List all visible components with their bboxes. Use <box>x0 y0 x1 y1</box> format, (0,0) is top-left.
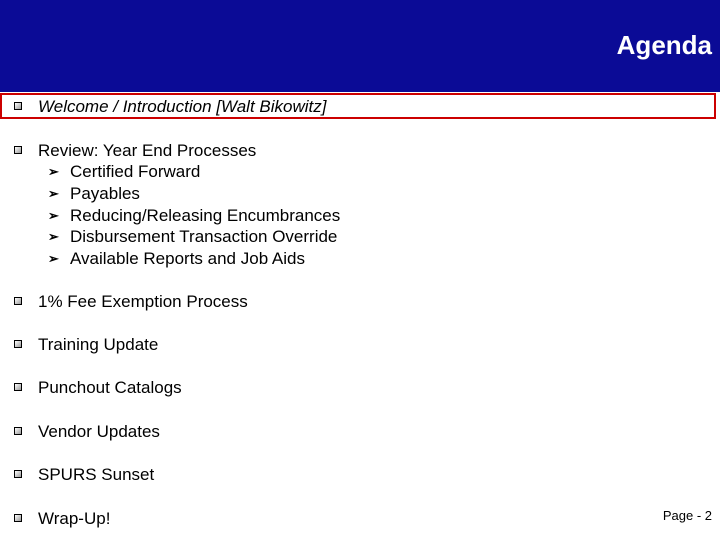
sub-item-label: Disbursement Transaction Override <box>70 227 338 246</box>
agenda-item-label: Punchout Catalogs <box>38 378 182 397</box>
arrow-bullet-icon: ➢ <box>48 251 59 266</box>
sub-item-label: Payables <box>70 184 140 203</box>
arrow-bullet-icon: ➢ <box>48 208 59 223</box>
sub-item-label: Available Reports and Job Aids <box>70 249 306 268</box>
sub-item-label: Reducing/Releasing Encumbrances <box>70 206 341 225</box>
square-bullet-icon <box>14 102 22 110</box>
square-bullet-icon <box>14 340 22 348</box>
sub-item-label: Certified Forward <box>70 162 201 181</box>
square-bullet-icon <box>14 383 22 391</box>
agenda-item-label: Welcome / Introduction [Walt Bikowitz] <box>38 97 327 116</box>
page-number: Page - 2 <box>662 508 712 523</box>
agenda-item-label: Review: Year End Processes <box>38 141 257 160</box>
agenda-item-training <box>14 335 159 355</box>
agenda-item-label: Wrap-Up! <box>38 509 111 528</box>
agenda-item-punchout <box>14 378 182 398</box>
arrow-bullet-icon: ➢ <box>48 229 59 244</box>
arrow-bullet-icon: ➢ <box>48 164 59 179</box>
square-bullet-icon <box>14 427 22 435</box>
agenda-item-label: 1% Fee Exemption Process <box>38 292 248 311</box>
agenda-item-label: Vendor Updates <box>38 422 160 441</box>
square-bullet-icon <box>14 470 22 478</box>
agenda-item-welcome <box>14 97 327 117</box>
square-bullet-icon <box>14 146 22 154</box>
square-bullet-icon <box>14 297 22 305</box>
agenda-item-spurs <box>14 465 155 485</box>
agenda-item-label: Training Update <box>38 335 159 354</box>
square-bullet-icon <box>14 514 22 522</box>
slide-title: Agenda <box>616 30 712 60</box>
agenda-item-wrap-up <box>14 509 111 529</box>
slide-header <box>0 0 720 92</box>
arrow-bullet-icon: ➢ <box>48 186 59 201</box>
agenda-item-label: SPURS Sunset <box>38 465 155 484</box>
agenda-item-review <box>14 141 257 161</box>
agenda-item-vendor <box>14 422 160 442</box>
agenda-item-fee-exemption <box>14 292 248 312</box>
